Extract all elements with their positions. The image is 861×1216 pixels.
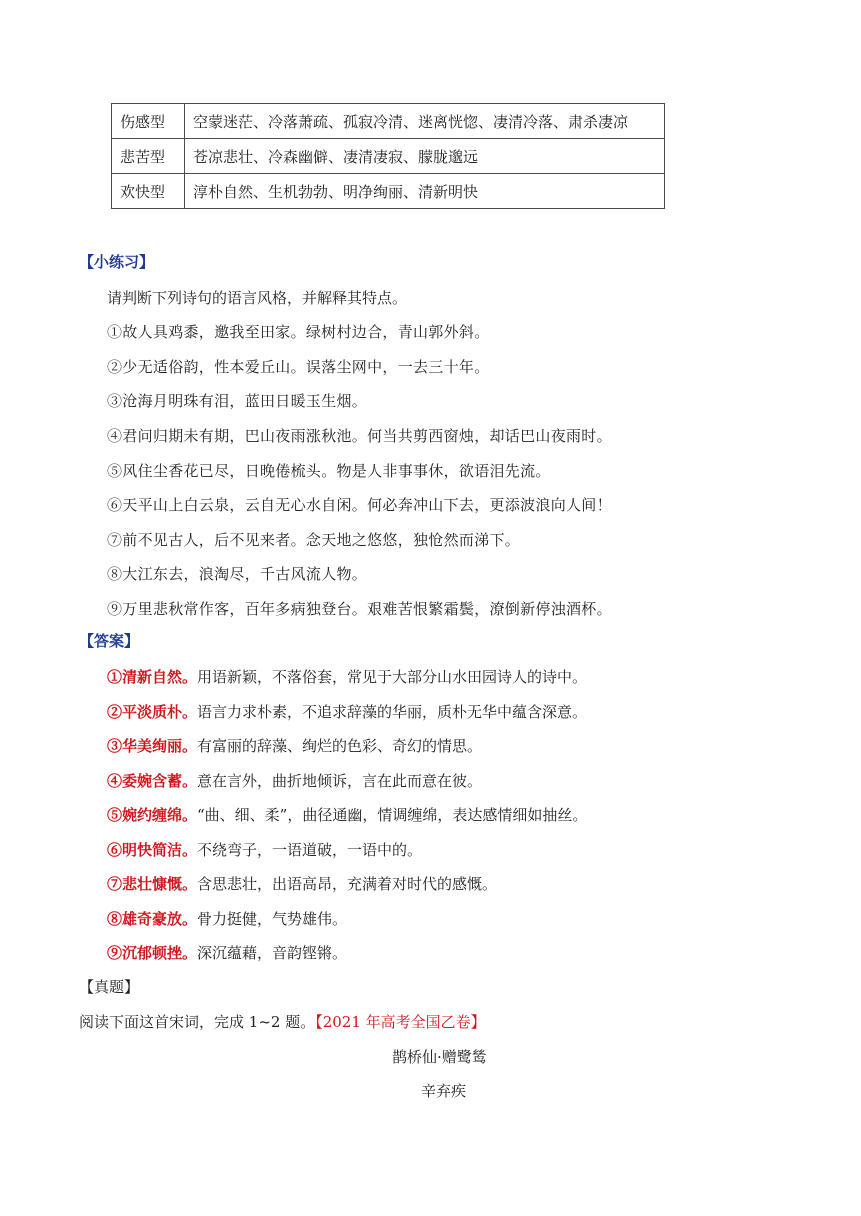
style-desc-cell: 淳朴自然、生机勃勃、明净绚丽、清新明快 bbox=[185, 174, 665, 209]
answer-text: “曲、细、柔”，曲径通幽，情调缠绵，表达感情细如抽丝。 bbox=[197, 806, 588, 824]
answer-text: 意在言外，曲折地倾诉，言在此而意在彼。 bbox=[197, 772, 483, 790]
table-row bbox=[112, 104, 665, 139]
answer-key: ④委婉含蓄。 bbox=[107, 772, 198, 790]
real-exam-instruction bbox=[79, 1011, 486, 1032]
style-type-cell: 欢快型 bbox=[112, 174, 185, 209]
answer-key: ⑤婉约缠绵。 bbox=[107, 806, 198, 824]
answer-item bbox=[107, 701, 587, 722]
answer-key: ⑥明快简洁。 bbox=[107, 841, 198, 859]
answer-text: 有富丽的辞藻、绚烂的色彩、奇幻的情思。 bbox=[197, 737, 483, 755]
style-type-cell: 伤感型 bbox=[112, 104, 185, 139]
real-exam-heading: 【真题】 bbox=[79, 978, 140, 996]
answer-text: 骨力挺健，气势雄伟。 bbox=[197, 910, 348, 928]
answer-item bbox=[107, 666, 587, 687]
practice-poem-line: ⑨万里悲秋常作客，百年多病独登台。艰难苦恨繁霜鬓，潦倒新停浊酒杯。 bbox=[107, 600, 612, 618]
practice-poem-line: ①故人具鸡黍，邀我至田家。绿树村边合，青山郭外斜。 bbox=[107, 323, 490, 341]
practice-poem-line: ⑦前不见古人，后不见来者。念天地之悠悠，独怆然而涕下。 bbox=[107, 531, 521, 549]
answer-item bbox=[107, 873, 497, 894]
answer-heading: 【答案】 bbox=[79, 632, 140, 650]
style-desc-cell: 空蒙迷茫、冷落萧疏、孤寂冷清、迷离恍惚、凄清冷落、肃杀凄凉 bbox=[185, 104, 665, 139]
answer-item bbox=[107, 942, 347, 963]
table-row bbox=[112, 174, 665, 209]
answer-item bbox=[107, 770, 482, 791]
answer-text: 不绕弯子，一语道破，一语中的。 bbox=[197, 841, 423, 859]
practice-poem-line: ③沧海月明珠有泪，蓝田日暖玉生烟。 bbox=[107, 392, 368, 410]
answer-key: ③华美绚丽。 bbox=[107, 737, 198, 755]
style-type-cell: 悲苦型 bbox=[112, 139, 185, 174]
poem-title: 鹊桥仙·赠鹭鸶 bbox=[392, 1048, 487, 1066]
answer-key: ⑦悲壮慷慨。 bbox=[107, 875, 198, 893]
practice-poem-line: ②少无适俗韵，性本爱丘山。误落尘网中，一去三十年。 bbox=[107, 358, 490, 376]
poem-author: 辛弃疾 bbox=[421, 1082, 467, 1100]
style-desc-cell: 苍凉悲壮、冷森幽僻、凄清凄寂、朦胧邈远 bbox=[185, 139, 665, 174]
answer-text: 用语新颖，不落俗套，常见于大部分山水田园诗人的诗中。 bbox=[197, 668, 588, 686]
language-style-table bbox=[111, 103, 665, 209]
answer-key: ⑨沉郁顿挫。 bbox=[107, 944, 198, 962]
table-row bbox=[112, 139, 665, 174]
practice-poem-line: ⑧大江东去，浪淘尽，千古风流人物。 bbox=[107, 565, 368, 583]
answer-key: ①清新自然。 bbox=[107, 668, 198, 686]
answer-text: 语言力求朴素，不追求辞藻的华丽，质朴无华中蕴含深意。 bbox=[197, 703, 588, 721]
instruction-text: 阅读下面这首宋词，完成 1~2 题。 bbox=[79, 1013, 316, 1031]
practice-poem-line: ④君问归期未有期，巴山夜雨涨秋池。何当共剪西窗烛，却话巴山夜雨时。 bbox=[107, 427, 612, 445]
practice-heading: 【小练习】 bbox=[79, 253, 155, 271]
answer-item bbox=[107, 839, 422, 860]
practice-poem-line: ⑥天平山上白云泉，云自无心水自闲。何必奔冲山下去，更添波浪向人间！ bbox=[107, 496, 612, 514]
answer-key: ⑧雄奇豪放。 bbox=[107, 910, 198, 928]
answer-item bbox=[107, 735, 482, 756]
answer-item bbox=[107, 908, 347, 929]
answer-text: 含思悲壮，出语高昂，充满着对时代的感慨。 bbox=[197, 875, 498, 893]
answer-key: ②平淡质朴。 bbox=[107, 703, 198, 721]
answer-text: 深沉蕴藉，音韵铿锵。 bbox=[197, 944, 348, 962]
exam-source-tag: 【2021 年高考全国乙卷】 bbox=[315, 1013, 486, 1031]
practice-prompt: 请判断下列诗句的语言风格，并解释其特点。 bbox=[107, 289, 408, 307]
practice-poem-line: ⑤风住尘香花已尽，日晚倦梳头。物是人非事事休，欲语泪先流。 bbox=[107, 462, 551, 480]
answer-item bbox=[107, 804, 587, 825]
